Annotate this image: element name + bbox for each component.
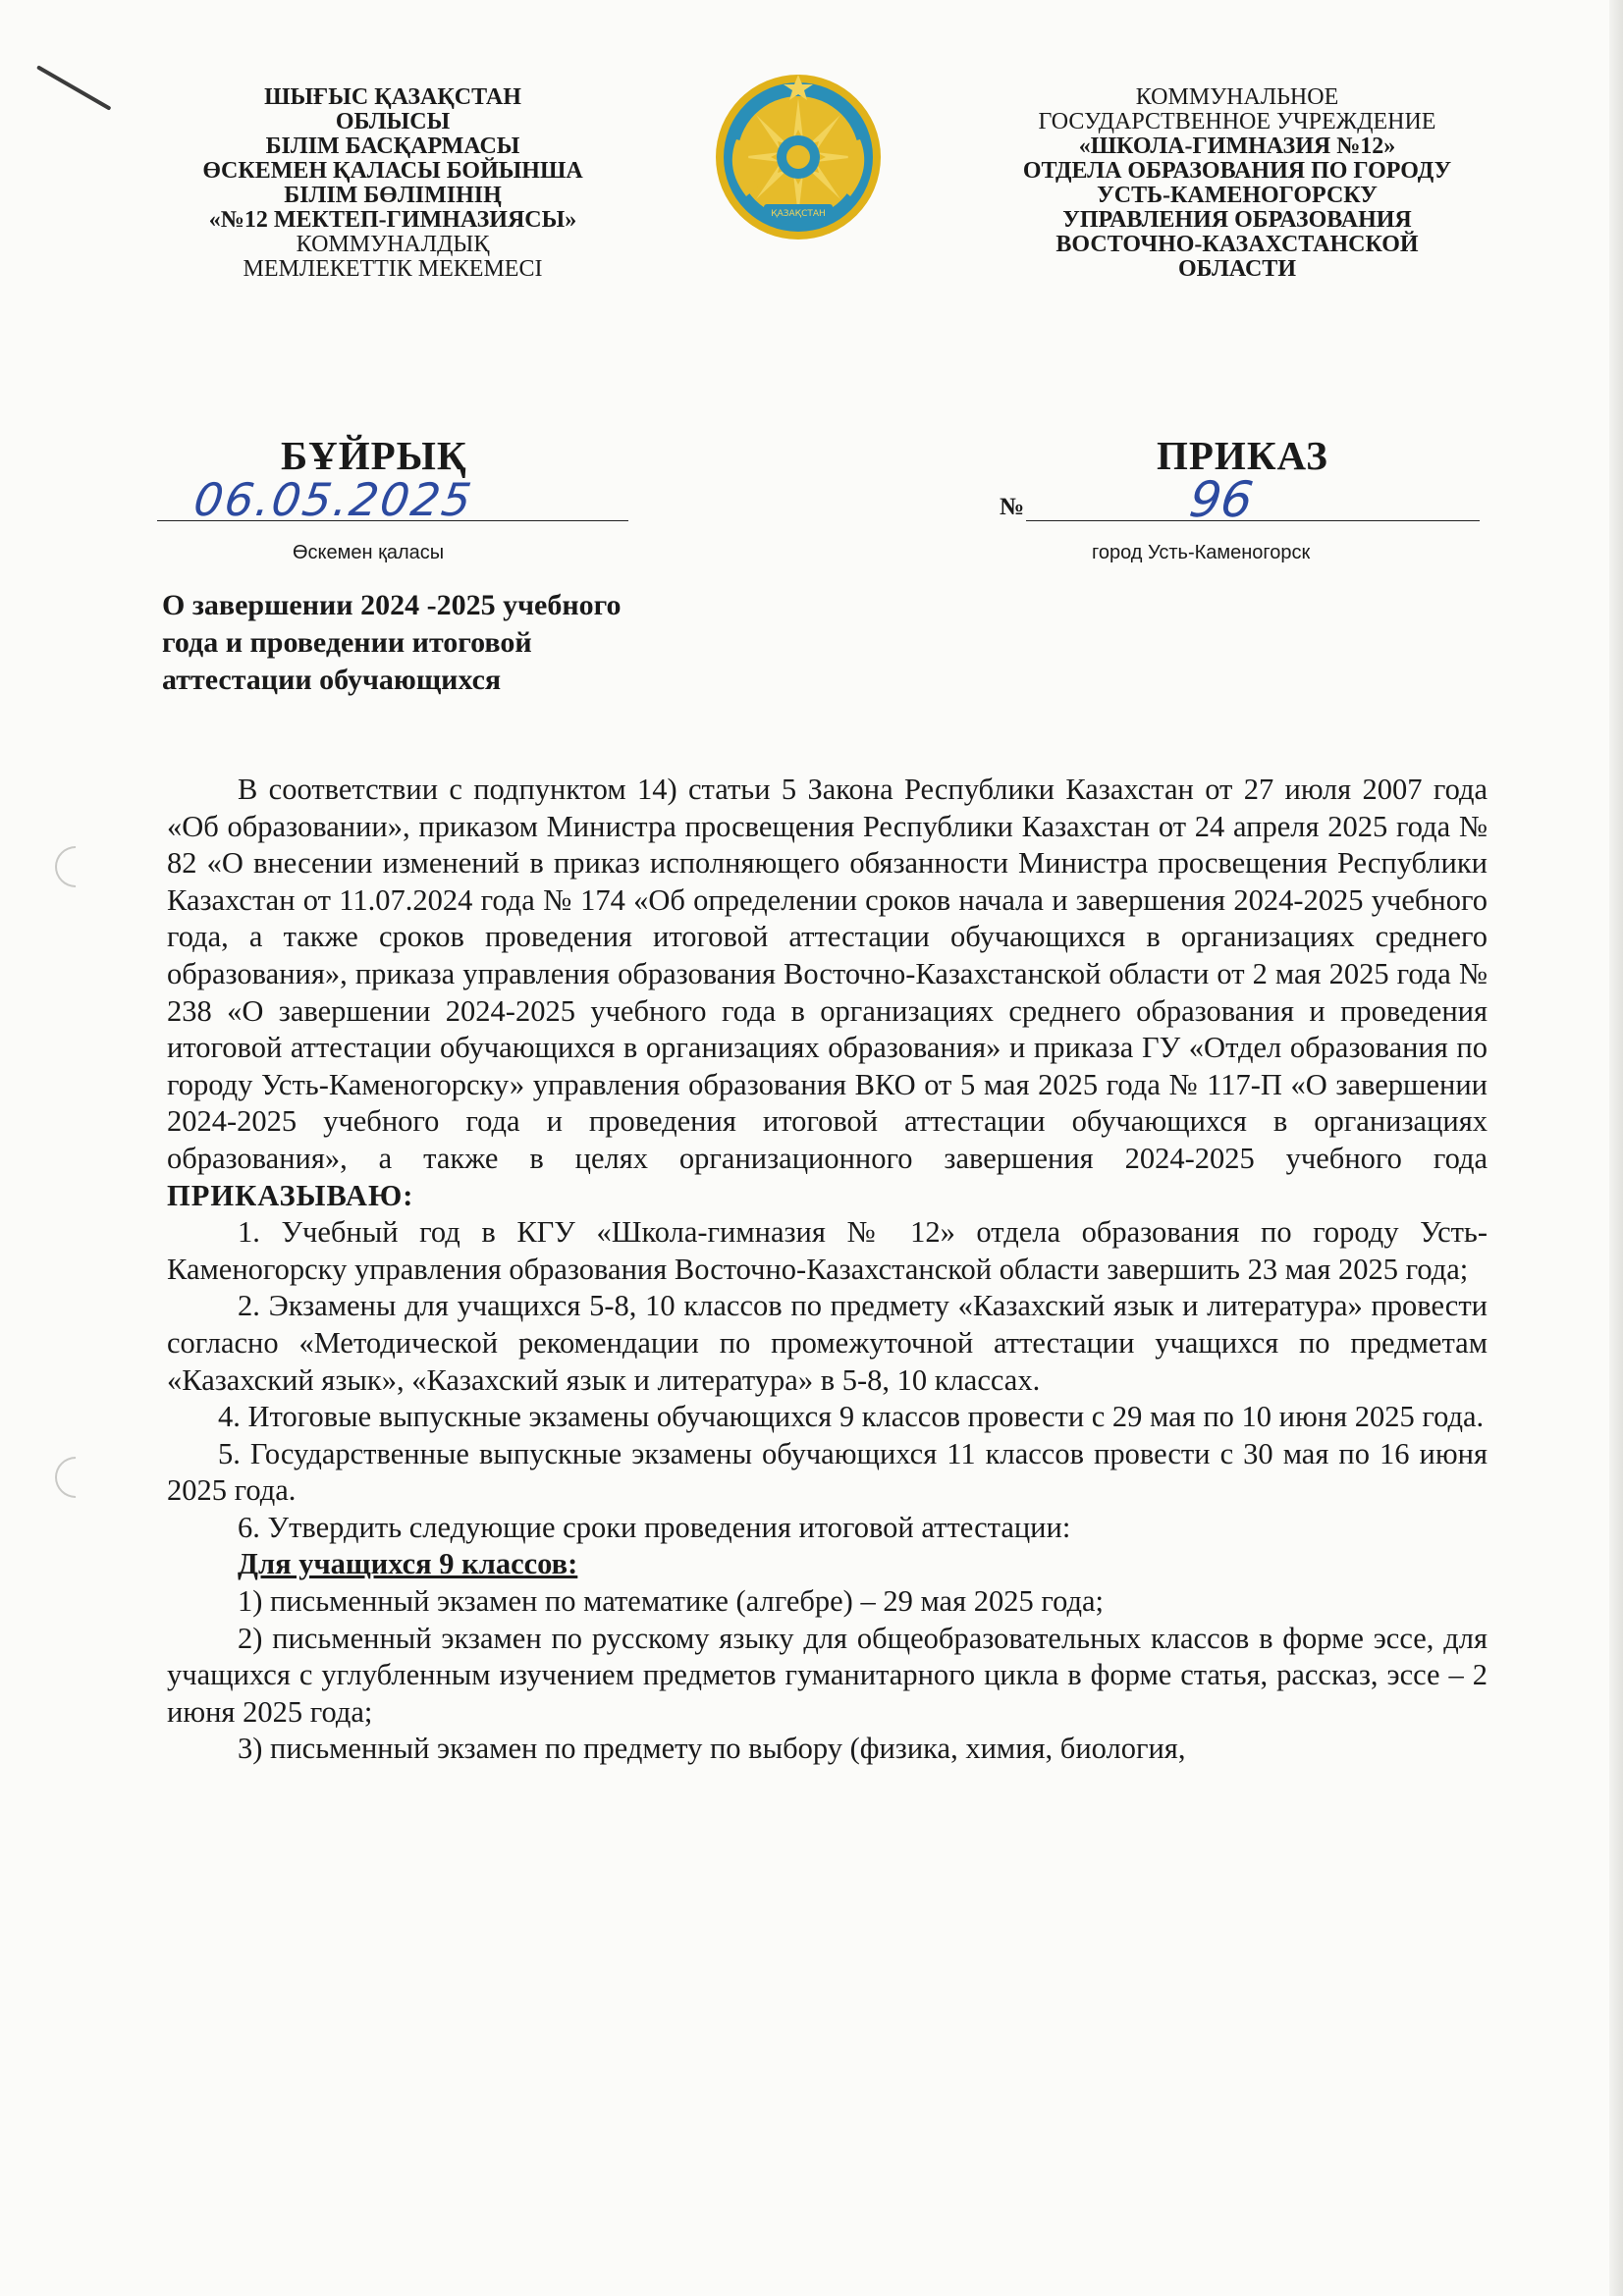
order-item: 6. Утвердить следующие сроки проведения итоговой аттестации: bbox=[238, 1510, 1071, 1544]
header-line: ОТДЕЛА ОБРАЗОВАНИЯ ПО ГОРОДУ bbox=[1022, 158, 1452, 184]
order-subject bbox=[162, 587, 621, 699]
header-right-ru bbox=[943, 85, 1532, 282]
header-line: ОБЛЫСЫ bbox=[335, 109, 451, 134]
header-line: «№12 МЕКТЕП-ГИМНАЗИЯСЫ» bbox=[208, 207, 577, 233]
emblem-text: ҚАЗАҚСТАН bbox=[771, 209, 826, 219]
header-line: УПРАВЛЕНИЯ ОБРАЗОВАНИЯ bbox=[1062, 207, 1412, 233]
number-label: № bbox=[1000, 494, 1025, 520]
scan-edge bbox=[1609, 0, 1623, 2296]
subject-line: О завершении 2024 -2025 учебного bbox=[162, 589, 622, 621]
header-line: ШЫҒЫС ҚАЗАҚСТАН bbox=[264, 84, 521, 110]
header-line: ГОСУДАРСТВЕННОЕ УЧРЕЖДЕНИЕ bbox=[1038, 109, 1436, 134]
subject-line: аттестации обучающихся bbox=[162, 664, 502, 696]
order-word: ПРИКАЗЫВАЮ: bbox=[167, 1178, 414, 1212]
header-line: КОММУНАЛДЫҚ bbox=[296, 232, 490, 257]
header-left-kz bbox=[147, 85, 638, 282]
sub-item: 3) письменный экзамен по предмету по выбору (физика, химия, биология, bbox=[238, 1732, 1186, 1766]
order-body bbox=[167, 772, 1488, 1768]
sub-item: 1) письменный экзамен по математике (алгебре) – 29 мая 2025 года; bbox=[238, 1584, 1105, 1619]
section-heading: Для учащихся 9 классов: bbox=[238, 1547, 578, 1581]
header-line: МЕМЛЕКЕТТІК МЕКЕМЕСІ bbox=[243, 256, 543, 282]
order-item: 1. Учебный год в КГУ «Школа-гимназия № 12» отдела образования по городу Усть-Каменогорску управления образования Восточно-Казахстанской области завершить 23 мая 2025 года; bbox=[167, 1215, 1488, 1286]
header-line: ОБЛАСТИ bbox=[1178, 256, 1296, 282]
handwritten-date: 06.05.2025 bbox=[190, 473, 477, 526]
doc-type-kz: БҰЙРЫҚ bbox=[281, 433, 467, 478]
header-line: БІЛІМ БӨЛІМІНІҢ bbox=[284, 183, 502, 208]
intro-text: В соответствии с подпунктом 14) статьи 5 Закона Республики Казахстан от 27 июля 2007 года «Об образовании», приказом Министра просвещения Республики Казахстан от 24 апреля 2025 года № 82 «О внесении изменений в приказ исполняющего обязанности Министра просвещения Республики Казахстан от 11.07.2024 года № 174 «Об определении сроков начала и завершения 2024-2025 учебного года, а также сроков проведения итоговой аттестации обучающихся в организациях среднего образования», приказа управления образования Восточно-Казахстанской области от 2 мая 2025 года № 238 «О завершении 2024-2025 учебного года в организациях среднего образования и проведения итоговой аттестации обучающихся в организациях образования» и приказа ГУ «Отдел образования по городу Усть-Каменогорску» управления образования ВКО от 5 мая 2025 года № 117-П «О завершении 2024-2025 учебного года и проведения итоговой аттестации обучающихся в организациях образования», а также в целях организационного завершения 2024-2025 учебного года bbox=[167, 773, 1488, 1175]
header-line: ӨСКЕМЕН ҚАЛАСЫ БОЙЫНША bbox=[202, 158, 583, 184]
punch-hole-mark bbox=[46, 837, 104, 895]
header-line: УСТЬ-КАМЕНОГОРСКУ bbox=[1097, 183, 1378, 208]
header-line: КОММУНАЛЬНОЕ bbox=[1135, 84, 1339, 110]
header-line: «ШКОЛА-ГИМНАЗИЯ №12» bbox=[1078, 133, 1396, 159]
sub-item: 2) письменный экзамен по русскому языку для общеобразовательных классов в форме эссе, для учащихся с углубленным изучением предметов гуманитарного цикла в форме статья, рассказ, эссе – 2 июня 2025 года; bbox=[167, 1621, 1488, 1729]
header-line: ВОСТОЧНО-КАЗАХСТАНСКОЙ bbox=[1055, 232, 1419, 257]
state-emblem-icon bbox=[707, 71, 890, 247]
order-item: 2. Экзамены для учащихся 5-8, 10 классов по предмету «Казахский язык и литература» провести согласно «Методической рекомендации по промежуточной аттестации учащихся по предметам «Казахский язык», «Казахский язык и литература» в 5-8, 10 классах. bbox=[167, 1289, 1488, 1397]
date-underline bbox=[157, 520, 628, 521]
intro-paragraph bbox=[167, 772, 1488, 1214]
punch-hole-mark bbox=[46, 1448, 104, 1506]
handwritten-number: 96 bbox=[1185, 471, 1257, 528]
city-ru: город Усть-Каменогорск bbox=[1092, 542, 1311, 563]
header-line: БІЛІМ БАСҚАРМАСЫ bbox=[265, 133, 520, 159]
order-item: 4. Итоговые выпускные экзамены обучающихся 9 классов провести с 29 мая по 10 июня 2025 года. bbox=[218, 1400, 1485, 1434]
number-underline bbox=[1026, 520, 1480, 521]
city-kz: Өскемен қаласы bbox=[293, 542, 445, 563]
subject-line: года и проведении итоговой bbox=[162, 626, 532, 659]
order-item: 5. Государственные выпускные экзамены обучающихся 11 классов провести с 30 мая по 16 июня 2025 года. bbox=[167, 1436, 1488, 1508]
pen-mark bbox=[36, 65, 111, 110]
doc-type-ru: ПРИКАЗ bbox=[1157, 433, 1328, 478]
